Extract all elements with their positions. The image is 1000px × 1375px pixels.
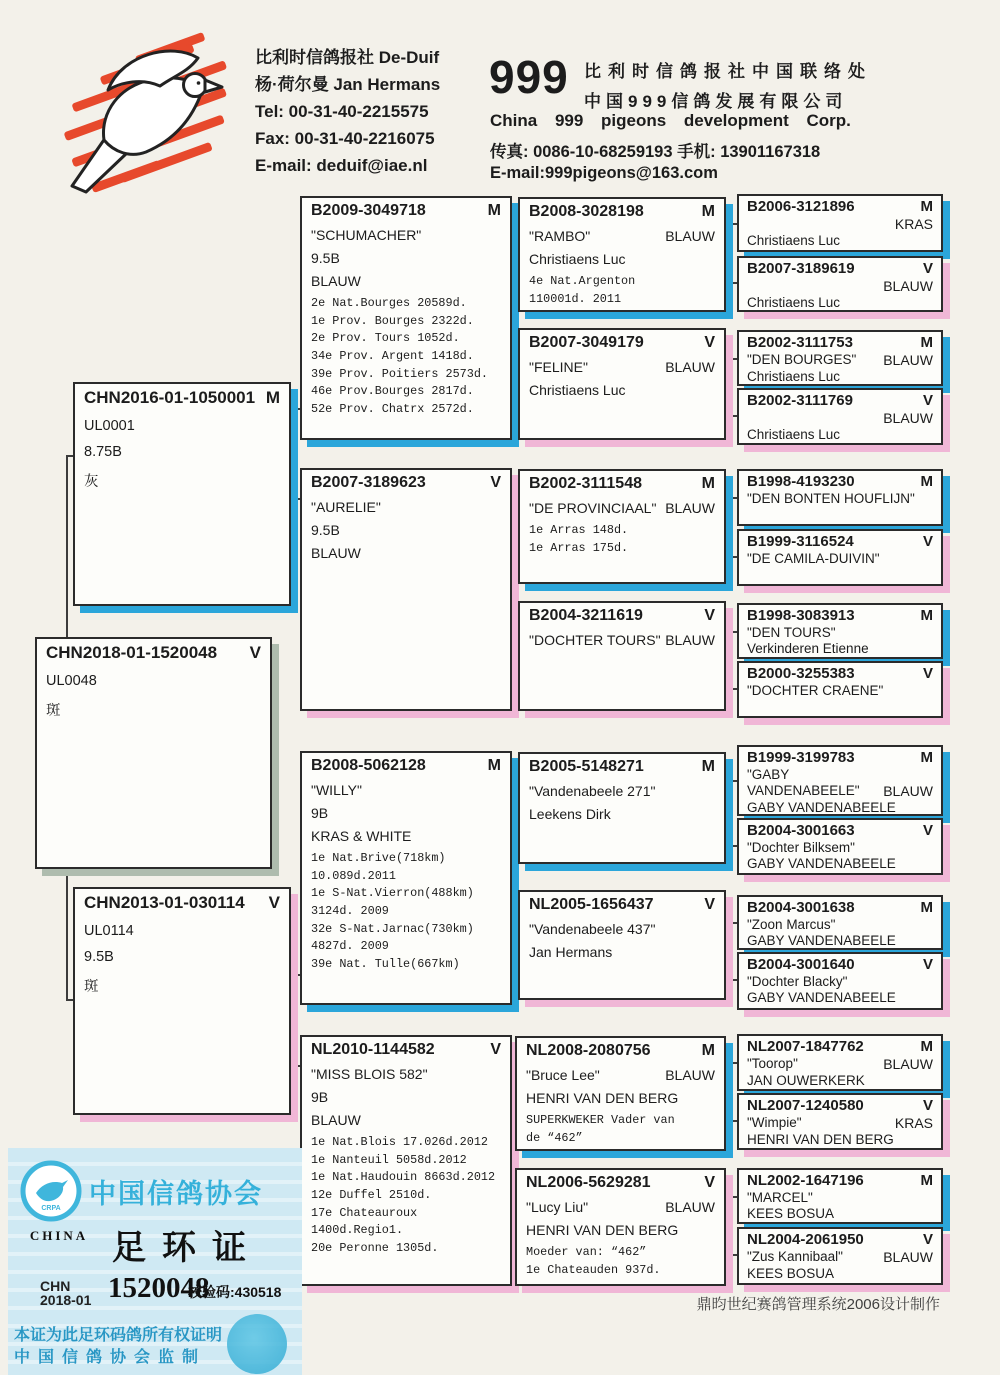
ring-number: B1999-3199783 — [747, 749, 855, 766]
pedigree-connector — [731, 1062, 733, 1122]
pedigree-box-B2000-3255383 — [737, 661, 943, 718]
de-duif-dove-logo — [42, 28, 242, 196]
pigeon-info-line: "Toorop" BLAUW — [747, 1056, 933, 1072]
sex-letter: V — [490, 474, 501, 491]
pedigree-connector — [731, 631, 733, 690]
pedigree-connector — [726, 1093, 732, 1095]
sex-letter: M — [920, 607, 933, 624]
pedigree-box-B1998-4193230 — [737, 469, 943, 526]
pedigree-box-NL2008-2080756 — [515, 1036, 726, 1151]
pigeon-info-line: "DEN BOURGES" BLAUW — [747, 352, 933, 368]
pigeon-info-line: "Lucy Liu" BLAUW — [526, 1199, 715, 1215]
pigeon-info-line: "SCHUMACHER" — [311, 227, 422, 243]
pedigree-box-NL2004-2061950 — [737, 1227, 943, 1285]
pigeon-info-line: UL0048 — [46, 673, 97, 689]
pigeon-info-line: KRAS — [894, 216, 933, 232]
race-result-line: 12e Duffel 2510d. — [311, 1188, 432, 1203]
race-result-line: 110001d. 2011 — [529, 291, 622, 306]
pedigree-connector — [731, 780, 733, 847]
ring-number: NL2007-1847762 — [747, 1038, 864, 1055]
race-result-line: 39e Nat. Tulle(667km) — [311, 957, 460, 972]
ring-number: B2005-5148271 — [529, 758, 644, 775]
ring-number: B2007-3049179 — [529, 334, 644, 351]
pedigree-box-CHN2016-01-1050001 — [73, 382, 291, 606]
ring-certificate-number: 1520048 — [108, 1272, 210, 1304]
pigeon-info-line: VANDENABEELE" BLAUW — [747, 783, 933, 799]
email-line: E-mail: deduif@iae.nl — [255, 156, 428, 175]
ring-number: B1998-4193230 — [747, 473, 855, 490]
crpa-text: CRPA — [41, 1205, 61, 1212]
pigeon-info-line: HENRI VAN DEN BERG — [747, 1132, 894, 1147]
pigeon-info-line: HENRI VAN DEN BERG — [526, 1090, 679, 1106]
ring-number: NL2008-2080756 — [526, 1042, 651, 1059]
ring-number: CHN2016-01-1050001 — [84, 388, 256, 407]
pigeon-info-line: Christiaens Luc — [529, 382, 626, 398]
pedigree-connector — [512, 318, 515, 320]
ring-number: B2004-3001663 — [747, 822, 855, 839]
china-email: E-mail:999pigeons@163.com — [490, 164, 718, 182]
ring-number: B2006-3121896 — [747, 198, 855, 215]
fax-line: Fax: 00-31-40-2216075 — [255, 129, 435, 148]
sex-letter: V — [490, 1041, 501, 1058]
pedigree-connector — [731, 223, 733, 284]
race-result-line: 34e Prov. Argent 1418d. — [311, 349, 474, 364]
pedigree-connector — [726, 656, 732, 658]
pedigree-box-B2007-3189623 — [300, 468, 512, 711]
pigeon-info-line: "DOCHTER TOURS" BLAUW — [529, 632, 715, 648]
pedigree-connector — [512, 878, 515, 880]
pigeon-info-line: HENRI VAN DEN BERG — [526, 1222, 679, 1238]
sex-letter: M — [920, 749, 933, 766]
ring-number: NL2010-1144582 — [311, 1041, 435, 1058]
pigeon-info-line: 8.75B — [84, 444, 122, 460]
pedigree-connector — [726, 255, 732, 257]
sex-letter: M — [920, 1038, 933, 1055]
race-result-line: Moeder van: “462” — [526, 1245, 647, 1259]
pigeon-info-line: 9B — [311, 1089, 329, 1105]
ring-number: CHN2013-01-030114 — [84, 893, 245, 912]
sex-letter: V — [704, 607, 715, 624]
race-result-line: 1400d.Regio1. — [311, 1223, 404, 1238]
pigeon-info-line: GABY VANDENABEELE — [747, 856, 896, 871]
pigeon-info-line: Christiaens Luc — [747, 427, 841, 442]
pigeon-info-line: BLAUW — [311, 273, 361, 289]
sex-letter: M — [701, 758, 715, 775]
pedigree-box-CHN2018-01-1520048 — [35, 637, 272, 869]
race-result-line: 1e Nanteuil 5058d.2012 — [311, 1152, 467, 1167]
race-result-line: 2e Nat.Bourges 20589d. — [311, 296, 467, 310]
pigeon-info-line: "Zus Kannibaal" BLAUW — [747, 1249, 933, 1265]
pigeon-info-line: Christiaens Luc — [747, 369, 841, 384]
pedigree-box-B2009-3049718 — [300, 196, 512, 440]
race-result-line: 17e Chateauroux — [311, 1205, 418, 1220]
pigeon-info-line: 9.5B — [311, 250, 340, 266]
sex-letter: M — [920, 334, 933, 351]
ring-number: B1999-3116524 — [747, 533, 854, 550]
pedigree-box-B2007-3189619 — [737, 256, 943, 312]
pigeon-info-line: BLAUW — [311, 545, 361, 561]
pigeon-info-line: "Zoon Marcus" — [747, 917, 836, 932]
pedigree-box-NL2002-1647196 — [737, 1168, 943, 1224]
race-result-line: 3124d. 2009 — [311, 904, 389, 919]
pigeon-info-line: Christiaens Luc — [747, 295, 841, 310]
pedigree-box-B2005-5148271 — [518, 752, 726, 864]
pedigree-connector — [726, 526, 732, 528]
pedigree-box-B2006-3121896 — [737, 194, 943, 252]
sex-letter: V — [922, 260, 933, 277]
pigeon-info-line: "Dochter Blacky" — [747, 974, 848, 989]
ring-number: B2000-3255383 — [747, 665, 855, 682]
ring-prefix: CHN 2018-01 — [40, 1278, 92, 1308]
race-result-line: 10.089d.2011 — [311, 868, 396, 883]
pigeon-info-line: Jan Hermans — [529, 944, 613, 960]
pigeon-info-line: "Bruce Lee" BLAUW — [526, 1067, 715, 1083]
pedigree-connector — [726, 384, 732, 386]
pigeon-info-line: KRAS & WHITE — [311, 828, 412, 844]
race-result-line: 1e Nat.Haudouin 8663d.2012 — [311, 1170, 496, 1185]
owner-name: 杨·荷尔曼 Jan Hermans — [255, 75, 441, 94]
race-result-line: 1e Nat.Blois 17.026d.2012 — [311, 1135, 488, 1149]
pedigree-connector — [731, 922, 733, 981]
check-code: 校验码:430518 — [188, 1284, 282, 1300]
sex-letter: M — [701, 1042, 715, 1059]
pigeon-info-line: Christiaens Luc — [529, 251, 626, 267]
pigeon-info-line: JAN OUWERKERK — [747, 1073, 865, 1088]
ring-number: B2008-3028198 — [529, 203, 644, 220]
race-result-line: 1e S-Nat.Vierron(488km) — [311, 886, 474, 901]
sex-letter: V — [922, 392, 933, 409]
sex-letter: M — [920, 473, 933, 490]
sex-letter: M — [920, 198, 933, 215]
pedigree-box-B2002-3111548 — [518, 469, 726, 584]
certificate-title: 足环证 — [112, 1229, 262, 1267]
pigeon-info-line: "Dochter Bilksem" — [747, 840, 855, 855]
pedigree-connector — [294, 974, 296, 1067]
tel-line: Tel: 00-31-40-2215575 — [255, 102, 429, 121]
pigeon-info-line: "DOCHTER CRAENE" — [747, 683, 884, 698]
sex-letter: M — [920, 1172, 933, 1189]
pedigree-connector — [294, 408, 296, 500]
pigeon-info-line: "Wimpie" KRAS — [747, 1115, 933, 1131]
pedigree-box-CHN2013-01-030114 — [73, 887, 291, 1115]
pedigree-box-NL2007-1240580 — [737, 1093, 943, 1150]
pigeon-info-line: GABY VANDENABEELE — [747, 933, 896, 948]
ring-number: NL2004-2061950 — [747, 1231, 864, 1248]
race-result-line: 2e Prov. Tours 1052d. — [311, 331, 460, 346]
pigeon-info-line: UL0114 — [84, 923, 134, 939]
pigeon-info-line: 9.5B — [84, 949, 114, 965]
race-result-line: 52e Prov. Chatrx 2572d. — [311, 402, 474, 417]
sex-letter: V — [704, 1174, 715, 1191]
pigeon-info-line: BLAUW — [883, 410, 933, 426]
ring-number: NL2006-5629281 — [526, 1174, 651, 1191]
race-result-line: 1e Chateauden 937d. — [526, 1262, 661, 1277]
org-name-cn: 比利时信鸽报社 De-Duif — [255, 48, 440, 67]
pigeon-info-line: "AURELIE" — [311, 499, 381, 515]
ring-number: B2007-3189619 — [747, 260, 855, 277]
pigeon-info-line: Leekens Dirk — [529, 806, 611, 822]
pigeon-info-line: "Vandenabeele 437" — [529, 921, 656, 937]
pigeon-info-line: GABY VANDENABEELE — [747, 800, 896, 815]
race-result-line: 1e Arras 148d. — [529, 523, 629, 537]
sex-letter: V — [922, 533, 933, 550]
ring-number: NL2005-1656437 — [529, 896, 654, 913]
pedigree-box-NL2007-1847762 — [737, 1034, 943, 1091]
ring-number: NL2002-1647196 — [747, 1172, 864, 1189]
china-fax-mobile: 传真: 0086-10-68259193 手机: 13901167318 — [490, 143, 821, 161]
ring-number: B2004-3211619 — [529, 607, 643, 624]
race-result-line: 46e Prov.Bourges 2817d. — [311, 384, 474, 399]
ring-number: B2008-5062128 — [311, 757, 426, 774]
brand-999: 999 — [489, 51, 569, 103]
china-office-line2: 中国999信鸽发展有限公司 — [584, 92, 848, 111]
race-result-line: 20e Peronne 1305d. — [311, 1241, 439, 1256]
sex-letter: M — [920, 899, 933, 916]
sex-letter: V — [922, 665, 933, 682]
pedigree-connector — [291, 493, 295, 495]
sex-letter: V — [922, 822, 933, 839]
sex-letter: M — [487, 202, 501, 219]
race-result-line: 39e Prov. Poitiers 2573d. — [311, 366, 488, 381]
pedigree-box-NL2010-1144582 — [300, 1035, 512, 1286]
pigeon-info-line: BLAUW — [883, 278, 933, 294]
pedigree-connector — [514, 283, 516, 359]
race-result-line: 4827d. 2009 — [311, 939, 389, 954]
pigeon-info-line: "Vandenabeele 271" — [529, 783, 656, 799]
sex-letter: M — [701, 475, 715, 492]
pigeon-info-line: BLAUW — [311, 1112, 361, 1128]
sex-letter: M — [701, 203, 715, 220]
pigeon-info-line: 灰 — [84, 474, 99, 490]
pigeon-info-line: GABY VANDENABEELE — [747, 990, 896, 1005]
association-name: 中国信鸽协会 — [89, 1179, 263, 1209]
ring-number: B1998-3083913 — [747, 607, 855, 624]
sex-letter: V — [922, 1097, 933, 1114]
pedigree-box-B1998-3083913 — [737, 603, 943, 659]
pedigree-box-B2004-3211619 — [518, 601, 726, 711]
sex-letter: V — [922, 1231, 933, 1248]
pigeon-info-line: 9B — [311, 805, 329, 821]
pedigree-box-B1999-3199783 — [737, 745, 943, 816]
pigeon-info-line: "GABY — [747, 767, 790, 782]
pedigree-box-B2008-3028198 — [518, 197, 726, 312]
race-result-line: 32e S-Nat.Jarnac(730km) — [311, 921, 474, 936]
blue-round-seal — [227, 1314, 287, 1374]
china-office-line1: 比利时信鸽报社中国联络处 — [584, 62, 872, 81]
issuer-note: 中国信鸽协会监制 — [14, 1349, 207, 1366]
race-result-line: 1e Nat.Brive(718km) — [311, 851, 446, 865]
ring-number: B2002-3111548 — [529, 475, 642, 492]
ring-number: B2004-3001638 — [747, 899, 855, 916]
race-result-line: SUPERKWEKER Vader van — [526, 1113, 675, 1127]
pedigree-box-B2008-5062128 — [300, 751, 512, 1005]
pigeon-info-line: 斑 — [46, 703, 61, 719]
pedigree-box-B2002-3111753 — [737, 330, 943, 386]
ring-number: B2007-3189623 — [311, 474, 426, 491]
pigeon-info-line: "DEN BONTEN HOUFLIJN" — [747, 491, 915, 506]
pigeon-info-line: "FELINE" BLAUW — [529, 359, 715, 375]
ring-number: B2002-3111769 — [747, 392, 853, 409]
pigeon-info-line: "MISS BLOIS 582" — [311, 1066, 428, 1082]
sex-letter: M — [487, 757, 501, 774]
pedigree-connector — [512, 590, 515, 592]
sex-letter: V — [249, 643, 261, 662]
sex-letter: V — [704, 896, 715, 913]
race-result-line: 1e Prov. Bourges 2322d. — [311, 313, 474, 328]
pigeon-info-line: "DEN TOURS" — [747, 625, 836, 640]
china-label: CHINA — [29, 1228, 89, 1243]
race-result-line: 4e Nat.Argenton — [529, 274, 636, 288]
pigeon-info-line: "DE PROVINCIAAL" BLAUW — [529, 500, 715, 516]
pigeon-info-line: "DE CAMILA-DUIVIN" — [747, 551, 880, 566]
pigeon-info-line: KEES BOSUA — [747, 1266, 835, 1281]
pigeon-info-line: "RAMBO" BLAUW — [529, 228, 715, 244]
pedigree-connector — [726, 808, 732, 810]
pedigree-connector — [512, 1160, 514, 1162]
pigeon-info-line: Christiaens Luc — [747, 233, 841, 248]
ring-number: NL2007-1240580 — [747, 1097, 864, 1114]
crpa-logo — [20, 1160, 82, 1222]
sex-letter: V — [268, 893, 280, 912]
pigeon-info-line: "MARCEL" — [747, 1190, 813, 1205]
china-office-en: China 999 pigeons development Corp. — [490, 111, 851, 130]
pedigree-box-B2007-3049179 — [518, 328, 726, 440]
ring-certificate-card — [8, 1148, 302, 1375]
software-credit: 鼎昀世纪赛鸽管理系统2006设计制作 — [696, 1296, 940, 1313]
pedigree-box-B2004-3001663 — [737, 818, 943, 875]
sex-letter: V — [922, 956, 933, 973]
pedigree-box-B2004-3001640 — [737, 952, 943, 1010]
pigeon-info-line: UL0001 — [84, 418, 135, 434]
pedigree-connector — [731, 358, 733, 417]
sex-letter: V — [704, 334, 715, 351]
pedigree-connector — [726, 1226, 732, 1228]
race-result-line: 1e Arras 175d. — [529, 540, 629, 555]
pigeon-info-line: Verkinderen Etienne — [747, 641, 869, 656]
pigeon-info-line: "WILLY" — [311, 782, 362, 798]
ring-number: B2004-3001640 — [747, 956, 855, 973]
pedigree-box-B2002-3111769 — [737, 388, 943, 445]
ring-number: B2002-3111753 — [747, 334, 853, 351]
pedigree-connector — [514, 555, 516, 632]
pedigree-box-B2004-3001638 — [737, 895, 943, 950]
pigeon-info-line: KEES BOSUA — [747, 1206, 835, 1221]
pedigree-box-B1999-3116524 — [737, 529, 943, 586]
pedigree-connector — [726, 945, 732, 947]
race-result-line: de “462” — [526, 1130, 583, 1145]
pedigree-connector — [291, 1000, 295, 1002]
ring-number: B2009-3049718 — [311, 202, 426, 219]
pedigree-box-NL2006-5629281 — [515, 1168, 726, 1286]
ownership-note: 本证为此足环码鸽所有权证明 — [14, 1327, 223, 1344]
sex-letter: M — [265, 388, 280, 407]
ring-number: CHN2018-01-1520048 — [46, 643, 218, 662]
pigeon-info-line: 9.5B — [311, 522, 340, 538]
pigeon-info-line: 斑 — [84, 979, 99, 995]
pedigree-box-NL2005-1656437 — [518, 890, 726, 1000]
